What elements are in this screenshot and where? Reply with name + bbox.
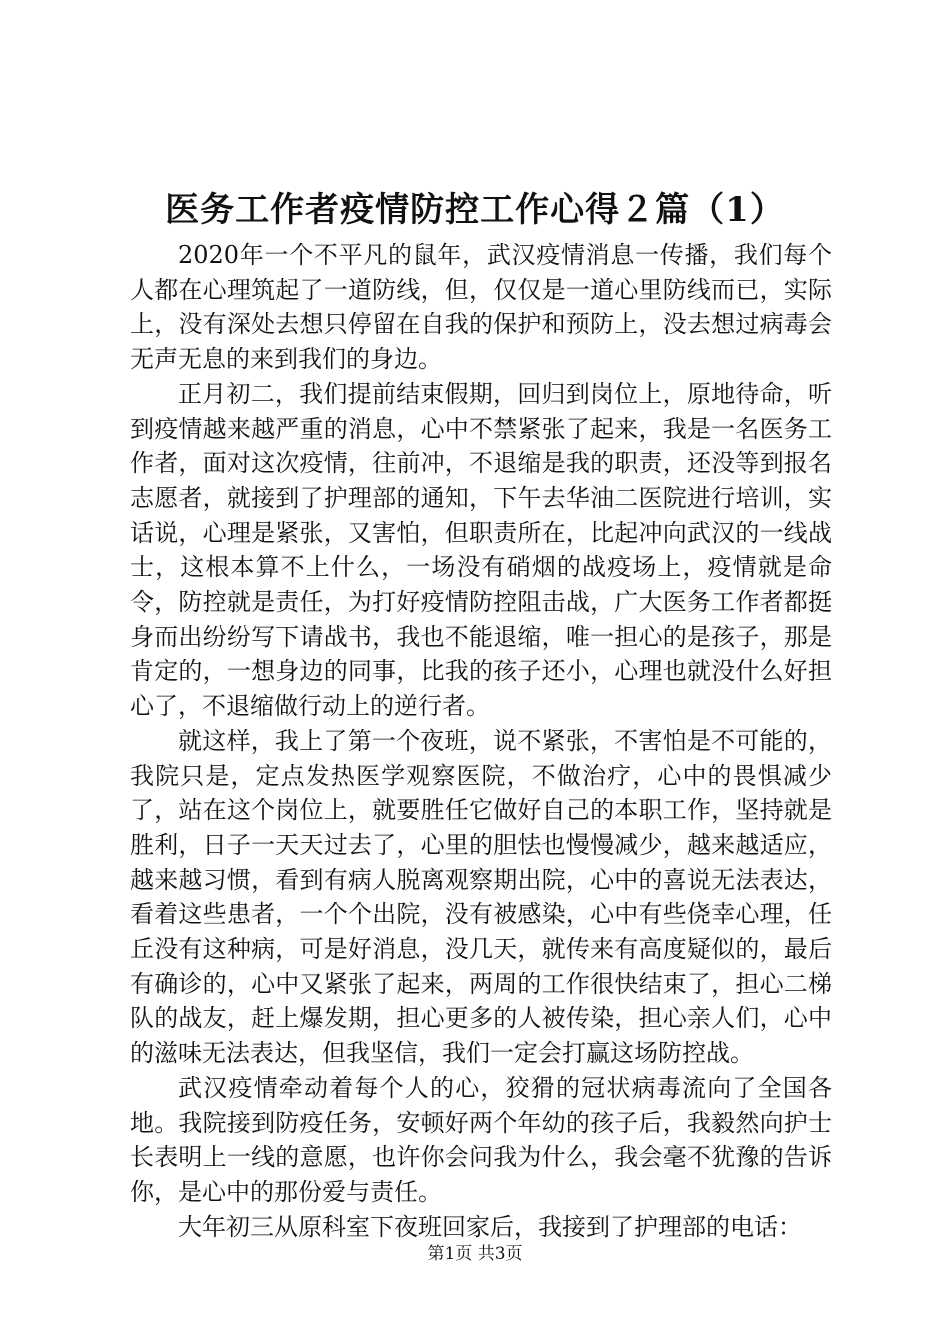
document-body (130, 238, 832, 1244)
paragraph: 2020年一个不平凡的鼠年，武汉疫情消息一传播，我们每个人都在心理筑起了一道防线，但，仅仅是一道心里防线而已，实际上，没有深处去想只停留在自我的保护和预防上，没去想过病毒会无声无息的来到我们的身边。 (130, 241, 832, 374)
paragraph: 武汉疫情牵动着每个人的心，狡猾的冠状病毒流向了全国各地。我院接到防疫任务，安顿好两个年幼的孩子后，我毅然向护士长表明上一线的意愿，也许你会问我为什么，我会毫不犹豫的告诉你，是心中的那份爱与责任。 (130, 1073, 832, 1206)
paragraph: 就这样，我上了第一个夜班，说不紧张，不害怕是不可能的，我院只是，定点发热医学观察医院，不做治疗，心中的畏惧减少了，站在这个岗位上，就要胜任它做好自己的本职工作，坚持就是胜利，日子一天天过去了，心里的胆怯也慢慢减少，越来越适应，越来越习惯，看到有病人脱离观察期出院，心中的喜说无法表达，看着这些患者，一个个出院，没有被感染，心中有些侥幸心理，任丘没有这种病，可是好消息，没几天，就传来有高度疑似的，最后有确诊的，心中又紧张了起来，两周的工作很快结束了，担心二梯队的战友，赶上爆发期，担心更多的人被传染，担心亲人们，心中的滋味无法表达，但我坚信，我们一定会打赢这场防控战。 (130, 726, 832, 1068)
paragraph: 正月初二，我们提前结束假期，回归到岗位上，原地待命，听到疫情越来越严重的消息，心中不禁紧张了起来，我是一名医务工作者，面对这次疫情，往前冲，不退缩是我的职责，还没等到报名志愿者，就接到了护理部的通知，下午去华油二医院进行培训，实话说，心理是紧张，又害怕，但职责所在，比起冲向武汉的一线战士，这根本算不上什么，一场没有硝烟的战疫场上，疫情就是命令，防控就是责任，为打好疫情防控阻击战，广大医务工作者都挺身而出纷纷写下请战书，我也不能退缩，唯一担心的是孩子，那是肯定的，一想身边的同事，比我的孩子还小，心理也就没什么好担心了，不退缩做行动上的逆行者。 (130, 379, 832, 721)
document-title: 医务工作者疫情防控工作心得２篇（1） (165, 190, 785, 230)
page-footer: 第1页 共3页 (427, 1244, 523, 1264)
paragraph: 大年初三从原科室下夜班回家后，我接到了护理部的电话： (178, 1212, 802, 1241)
